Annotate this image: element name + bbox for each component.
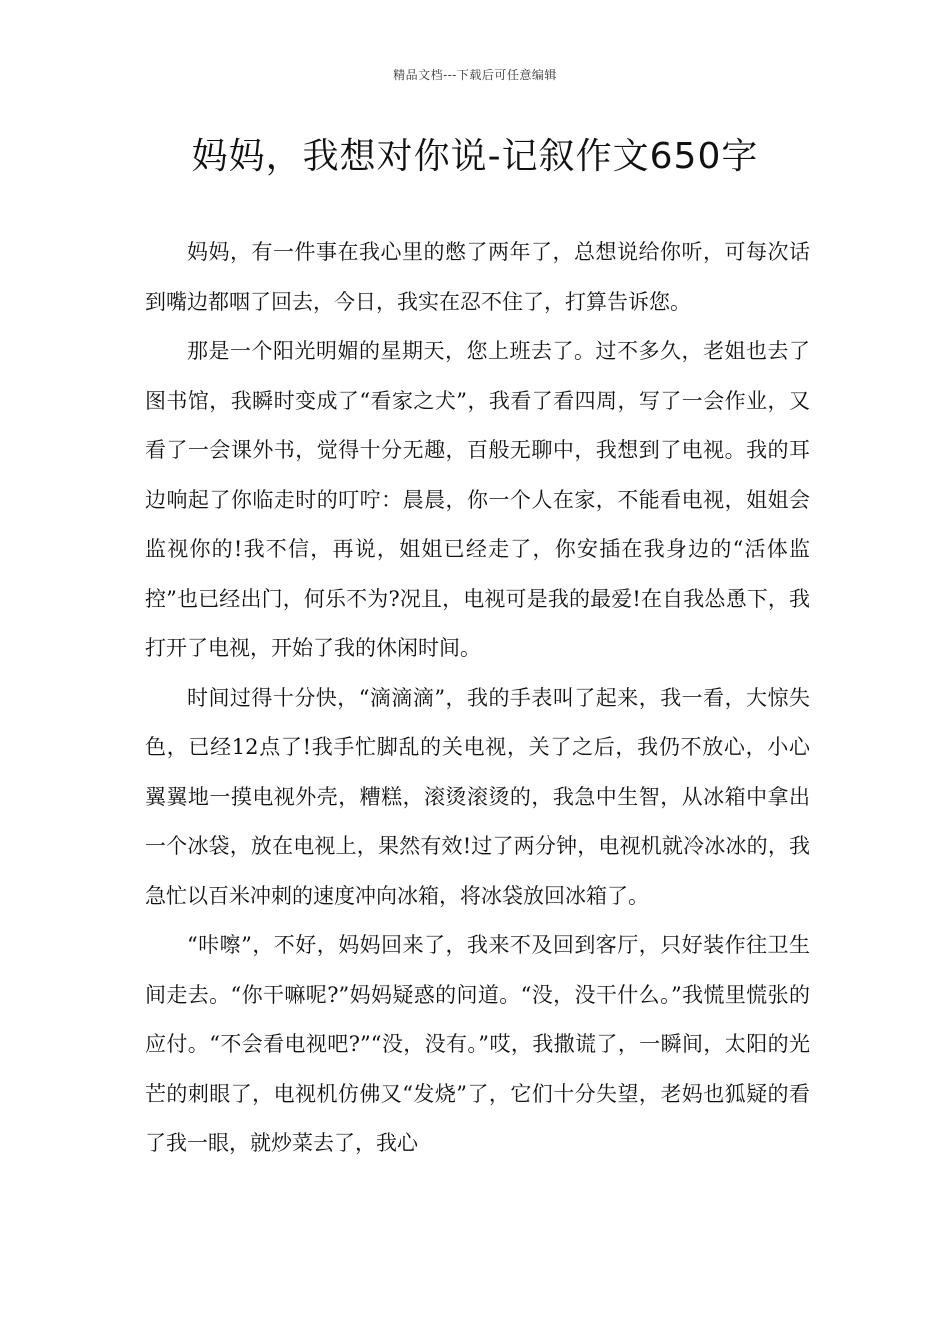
header-note: 精品文档---下载后可任意编辑 bbox=[393, 68, 557, 82]
paragraph: 那是一个阳光明媚的星期天，您上班去了。过不多久，老姐也去了图书馆，我瞬时变成了“看家之犬”，我看了看四周，写了一会作业，又看了一会课外书，觉得十分无趣，百般无聊中，我想到了电视。我的耳边响起了你临走时的叮咛：晨晨，你一个人在家，不能看电视，姐姐会监视你的!我不信，再说，姐姐已经走了，你安插在我身边的“活体监控”也已经出门，何乐不为?况且，电视可是我的最爱!在自我怂恿下，我打开了电视，开始了我的休闲时间。 bbox=[145, 339, 810, 660]
paragraph: 妈妈，有一件事在我心里的憋了两年了，总想说给你听，可每次话到嘴边都咽了回去，今日，我实在忍不住了，打算告诉您。 bbox=[145, 240, 810, 314]
document-body bbox=[145, 228, 810, 1169]
paragraph: “咔嚓”，不好，妈妈回来了，我来不及回到客厅，只好装作往卫生间走去。“你干嘛呢?”妈妈疑惑的问道。“没，没干什么。”我慌里慌张的应付。“不会看电视吧?”“没，没有。”哎，我撒谎了，一瞬间，太阳的光芒的刺眼了，电视机仿佛又“发烧”了，它们十分失望，老妈也狐疑的看了我一眼，就炒菜去了，我心 bbox=[145, 933, 810, 1155]
paragraph: 时间过得十分快，“滴滴滴”，我的手表叫了起来，我一看，大惊失色，已经12点了!我手忙脚乱的关电视，关了之后，我仍不放心，小心翼翼地一摸电视外壳，糟糕，滚烫滚烫的，我急中生智，从冰箱中拿出一个冰袋，放在电视上，果然有效!过了两分钟，电视机就冷冰冰的，我急忙以百米冲刺的速度冲向冰箱，将冰袋放回冰箱了。 bbox=[145, 685, 810, 908]
document-title: 妈妈，我想对你说-记叙作文650字 bbox=[191, 136, 759, 177]
